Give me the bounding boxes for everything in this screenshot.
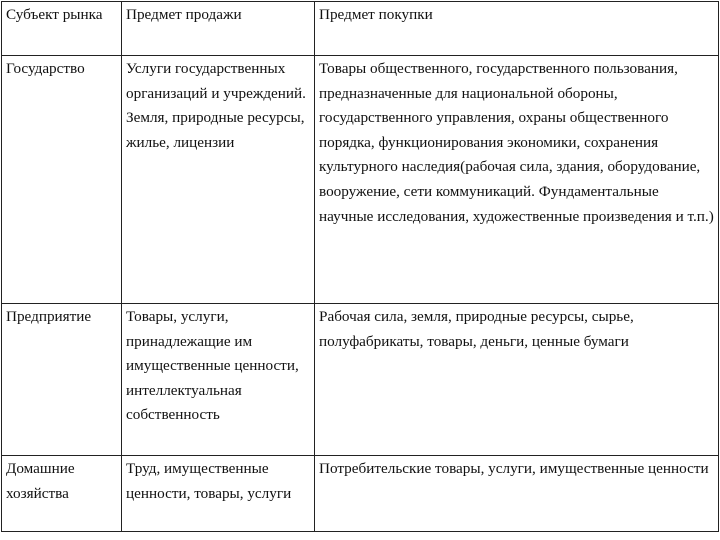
purchase-text: Товары общественного, государственного пользования, предназначенные для национальной обороны, государственного управления, охраны общественного порядка, функционирования экономики, сохранения культурного наследия(рабочая сила, здания, оборудование, вооружение, сети коммуникаций. Фундаментальные научные исследования, художественные произведения и т.п.) <box>319 60 714 225</box>
purchase-text: Рабочая сила, земля, природные ресурсы, сырье, полуфабрикаты, товары, деньги, ценные бумаги <box>319 308 634 350</box>
header-cell-subject <box>2 2 122 56</box>
cell-purchase <box>315 456 719 532</box>
cell-purchase <box>315 304 719 456</box>
table-row-state <box>2 56 719 304</box>
cell-sale <box>122 304 315 456</box>
cell-sale <box>122 456 315 532</box>
cell-sale <box>122 56 315 304</box>
subject-text: Предприятие <box>6 308 92 325</box>
sale-text: Труд, имущественные ценности, товары, услуги <box>126 460 292 502</box>
sale-text: Услуги государственных организаций и учреждений. Земля, природные ресурсы, жилье, лицензии <box>126 60 306 151</box>
cell-subject <box>2 456 122 532</box>
cell-subject <box>2 56 122 304</box>
header-sale-text: Предмет продажи <box>126 6 242 23</box>
subject-text: Домашние хозяйства <box>6 460 75 502</box>
cell-purchase <box>315 56 719 304</box>
cell-subject <box>2 304 122 456</box>
header-cell-purchase <box>315 2 719 56</box>
header-cell-sale <box>122 2 315 56</box>
market-subjects-table <box>1 1 719 532</box>
purchase-text: Потребительские товары, услуги, имущественные ценности <box>319 460 709 477</box>
table-row-households <box>2 456 719 532</box>
table-header-row <box>2 2 719 56</box>
table-row-enterprise <box>2 304 719 456</box>
header-purchase-text: Предмет покупки <box>319 6 433 23</box>
sale-text: Товары, услуги, принадлежащие им имущественные ценности, интеллектуальная собственность <box>126 308 299 424</box>
header-subject-text: Субъект рынка <box>6 6 103 23</box>
subject-text: Государство <box>6 60 85 77</box>
